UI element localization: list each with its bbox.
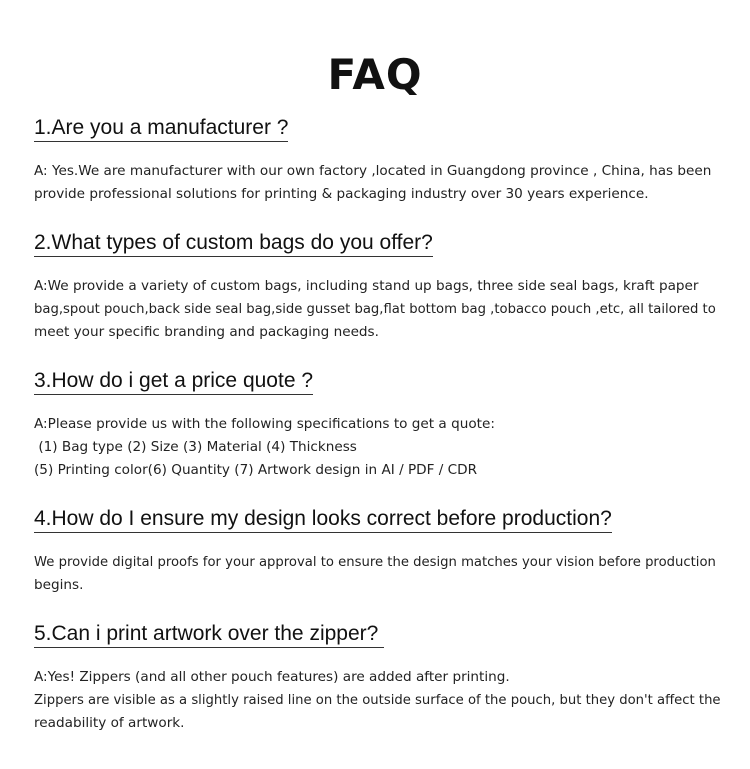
faq-answer xyxy=(34,160,724,206)
answer-line: bag,spout pouch,back side seal bag,side gusset bag,flat bottom bag ,tobacco pouch ,etc, all tailored to xyxy=(34,302,716,317)
answer-line: (1) Bag type (2) Size (3) Material (4) Thickness xyxy=(34,439,357,455)
answer-line: A:Please provide us with the following specifications to get a quote: xyxy=(34,416,495,432)
faq-item-design-proof xyxy=(34,506,724,597)
faq-question: 5.Can i print artwork over the zipper? xyxy=(34,621,384,648)
page-title: FAQ xyxy=(327,50,423,100)
answer-line: A:Yes! Zippers (and all other pouch features) are added after printing. xyxy=(34,669,510,685)
faq-item-zipper-print xyxy=(34,621,724,735)
answer-line: A: Yes.We are manufacturer with our own factory ,located in Guangdong province , China, has been xyxy=(34,163,712,179)
answer-line: provide professional solutions for printing & packaging industry over 30 years experience. xyxy=(34,186,649,202)
faq-answer xyxy=(34,413,724,482)
faq-question: 2.What types of custom bags do you offer? xyxy=(34,230,433,257)
faq-answer xyxy=(34,551,724,597)
answer-line: (5) Printing color(6) Quantity (7) Artwork design in AI / PDF / CDR xyxy=(34,462,478,478)
faq-item-manufacturer xyxy=(34,115,724,206)
faq-question: 3.How do i get a price quote ? xyxy=(34,368,313,395)
faq-question: 4.How do I ensure my design looks correct before production? xyxy=(34,506,612,533)
answer-line: We provide digital proofs for your approval to ensure the design matches your vision before production xyxy=(34,555,716,570)
answer-line: begins. xyxy=(34,577,84,593)
answer-line: readability of artwork. xyxy=(34,715,185,731)
faq-item-bag-types xyxy=(34,230,724,344)
faq-question: 1.Are you a manufacturer ? xyxy=(34,115,288,142)
answer-line: Zippers are visible as a slightly raised line on the outside surface of the pouch, but they don't affect the xyxy=(34,693,721,708)
faq-answer xyxy=(34,275,724,344)
faq-answer xyxy=(34,666,724,735)
answer-line: A:We provide a variety of custom bags, including stand up bags, three side seal bags, kraft paper xyxy=(34,278,699,294)
answer-line: meet your specific branding and packaging needs. xyxy=(34,324,379,340)
faq-item-price-quote xyxy=(34,368,724,482)
